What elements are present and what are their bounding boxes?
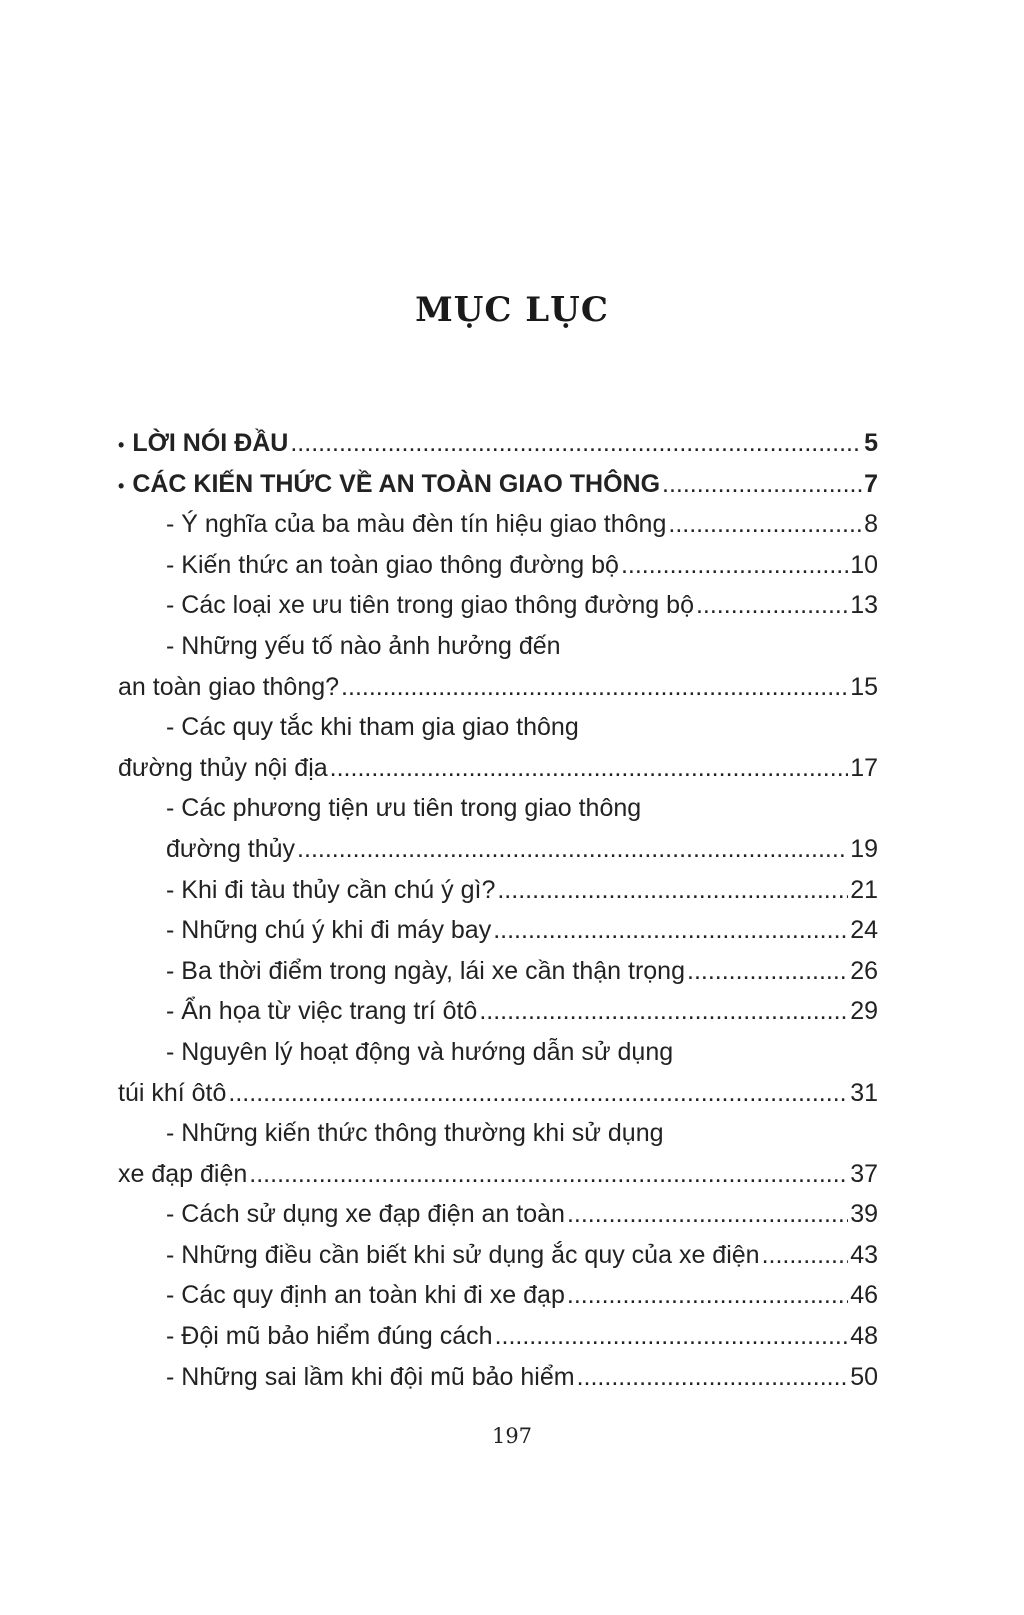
toc-page-number: 31: [850, 1078, 878, 1107]
toc-entry-title: - Các quy tắc khi tham gia giao thông: [166, 713, 579, 742]
dot-leader: [290, 423, 862, 464]
toc-entry-title: - Những chú ý khi đi máy bay: [166, 916, 492, 945]
toc-page-number: 43: [850, 1240, 878, 1269]
dot-leader: [567, 1275, 848, 1316]
toc-page-number: 21: [850, 875, 878, 904]
dot-leader: [577, 1357, 849, 1398]
dot-leader: [621, 545, 848, 586]
toc-entry-title-cont: xe đạp điện: [118, 1159, 248, 1188]
dot-leader: [495, 1316, 849, 1357]
toc-entry: [118, 1235, 878, 1276]
toc-page-number: 29: [850, 997, 878, 1026]
toc-page-number: 48: [850, 1322, 878, 1351]
toc-entry-title: - Các loại xe ưu tiên trong giao thông đường bộ: [166, 591, 694, 620]
toc-page-number: 15: [850, 672, 878, 701]
toc-entry: [118, 545, 878, 586]
toc-entry-title: - Ý nghĩa của ba màu đèn tín hiệu giao thông: [166, 510, 667, 539]
toc-entry-title-cont: an toàn giao thông?: [118, 672, 340, 701]
dot-leader: [479, 991, 848, 1032]
toc-page-number: 26: [850, 956, 878, 985]
page-title: MỤC LỤC: [415, 290, 609, 330]
dot-leader: [297, 829, 848, 870]
toc-entry-title: LỜI NÓI ĐẦU: [132, 429, 289, 457]
toc-entry: [118, 991, 878, 1032]
toc-entry-continuation: [118, 667, 878, 708]
toc-entry-title: - Kiến thức an toàn giao thông đường bộ: [166, 550, 619, 579]
toc-page-number: 39: [850, 1200, 878, 1229]
toc-page-number: 10: [850, 550, 878, 579]
dot-leader: [493, 910, 848, 951]
dot-leader: [668, 504, 862, 545]
toc-entry-continuation: [118, 748, 878, 789]
toc-page-number: 5: [864, 429, 878, 457]
toc-entry-title: - Cách sử dụng xe đạp điện an toàn: [166, 1200, 565, 1229]
toc-entry-title: - Ba thời điểm trong ngày, lái xe cần thận trọng: [166, 956, 685, 985]
toc-page-number: 17: [850, 753, 878, 782]
dot-leader: [696, 585, 848, 626]
toc-entry: [118, 626, 878, 667]
toc-entry: [118, 1275, 878, 1316]
toc-entry: [118, 951, 878, 992]
dot-leader: [330, 748, 849, 789]
toc-entry-title: - Các phương tiện ưu tiên trong giao thông: [166, 794, 642, 823]
toc-entry: [118, 707, 878, 748]
toc-entry-title: - Nguyên lý hoạt động và hướng dẫn sử dụng: [166, 1037, 674, 1066]
toc-entry: [118, 423, 878, 464]
toc-entry: [118, 1032, 878, 1073]
toc-page-number: 13: [850, 591, 878, 620]
dot-leader: [497, 870, 848, 911]
toc-page-number: 46: [850, 1281, 878, 1310]
toc-entry: [118, 464, 878, 505]
toc-page-number: 19: [850, 834, 878, 863]
toc-entry-title: - Khi đi tàu thủy cần chú ý gì?: [166, 875, 496, 904]
toc-page-number: 7: [864, 469, 878, 498]
toc-entry-title: CÁC KIẾN THỨC VỀ AN TOÀN GIAO THÔNG: [132, 469, 661, 498]
toc-entry: [118, 504, 878, 545]
dot-leader: [762, 1235, 849, 1276]
page-number-footer: 197: [491, 1424, 533, 1448]
dot-leader: [567, 1194, 848, 1235]
toc-entry-title-cont: đường thủy: [166, 834, 296, 863]
toc-entry-title-cont: túi khí ôtô: [118, 1078, 227, 1107]
toc-entry-title: - Những yếu tố nào ảnh hưởng đến: [166, 631, 561, 660]
toc-page-number: 50: [850, 1362, 878, 1391]
toc-entry-title: - Những điều cần biết khi sử dụng ắc quy của xe điện: [166, 1240, 760, 1269]
toc-entry: [118, 870, 878, 911]
toc-entry: [118, 1316, 878, 1357]
toc-entry-continuation: [118, 829, 878, 870]
bullet-icon: •: [118, 475, 125, 496]
toc-entry-title: - Những sai lầm khi đội mũ bảo hiểm: [166, 1362, 575, 1391]
toc-entry-title: - Ẩn họa từ việc trang trí ôtô: [166, 997, 478, 1026]
dot-leader: [249, 1154, 848, 1195]
toc-page-number: 8: [864, 510, 878, 539]
toc-page-number: 24: [850, 916, 878, 945]
dot-leader: [662, 464, 862, 505]
dot-leader: [228, 1073, 848, 1114]
toc-page-number: 37: [850, 1159, 878, 1188]
toc-entry: [118, 1194, 878, 1235]
toc-entry: [118, 1357, 878, 1398]
toc-entry-title: - Đội mũ bảo hiểm đúng cách: [166, 1322, 493, 1351]
toc-entry-continuation: [118, 1073, 878, 1114]
toc-entry: [118, 1113, 878, 1154]
toc-entry: [118, 585, 878, 626]
dot-leader: [687, 951, 848, 992]
dot-leader: [341, 667, 848, 708]
bullet-icon: •: [118, 435, 125, 455]
toc-entry: [118, 910, 878, 951]
table-of-contents: [118, 423, 878, 1397]
toc-entry: [118, 788, 878, 829]
toc-entry-continuation: [118, 1154, 878, 1195]
toc-entry-title: - Các quy định an toàn khi đi xe đạp: [166, 1281, 565, 1310]
toc-entry-title: - Những kiến thức thông thường khi sử dụng: [166, 1119, 664, 1148]
toc-entry-title-cont: đường thủy nội địa: [118, 753, 328, 782]
